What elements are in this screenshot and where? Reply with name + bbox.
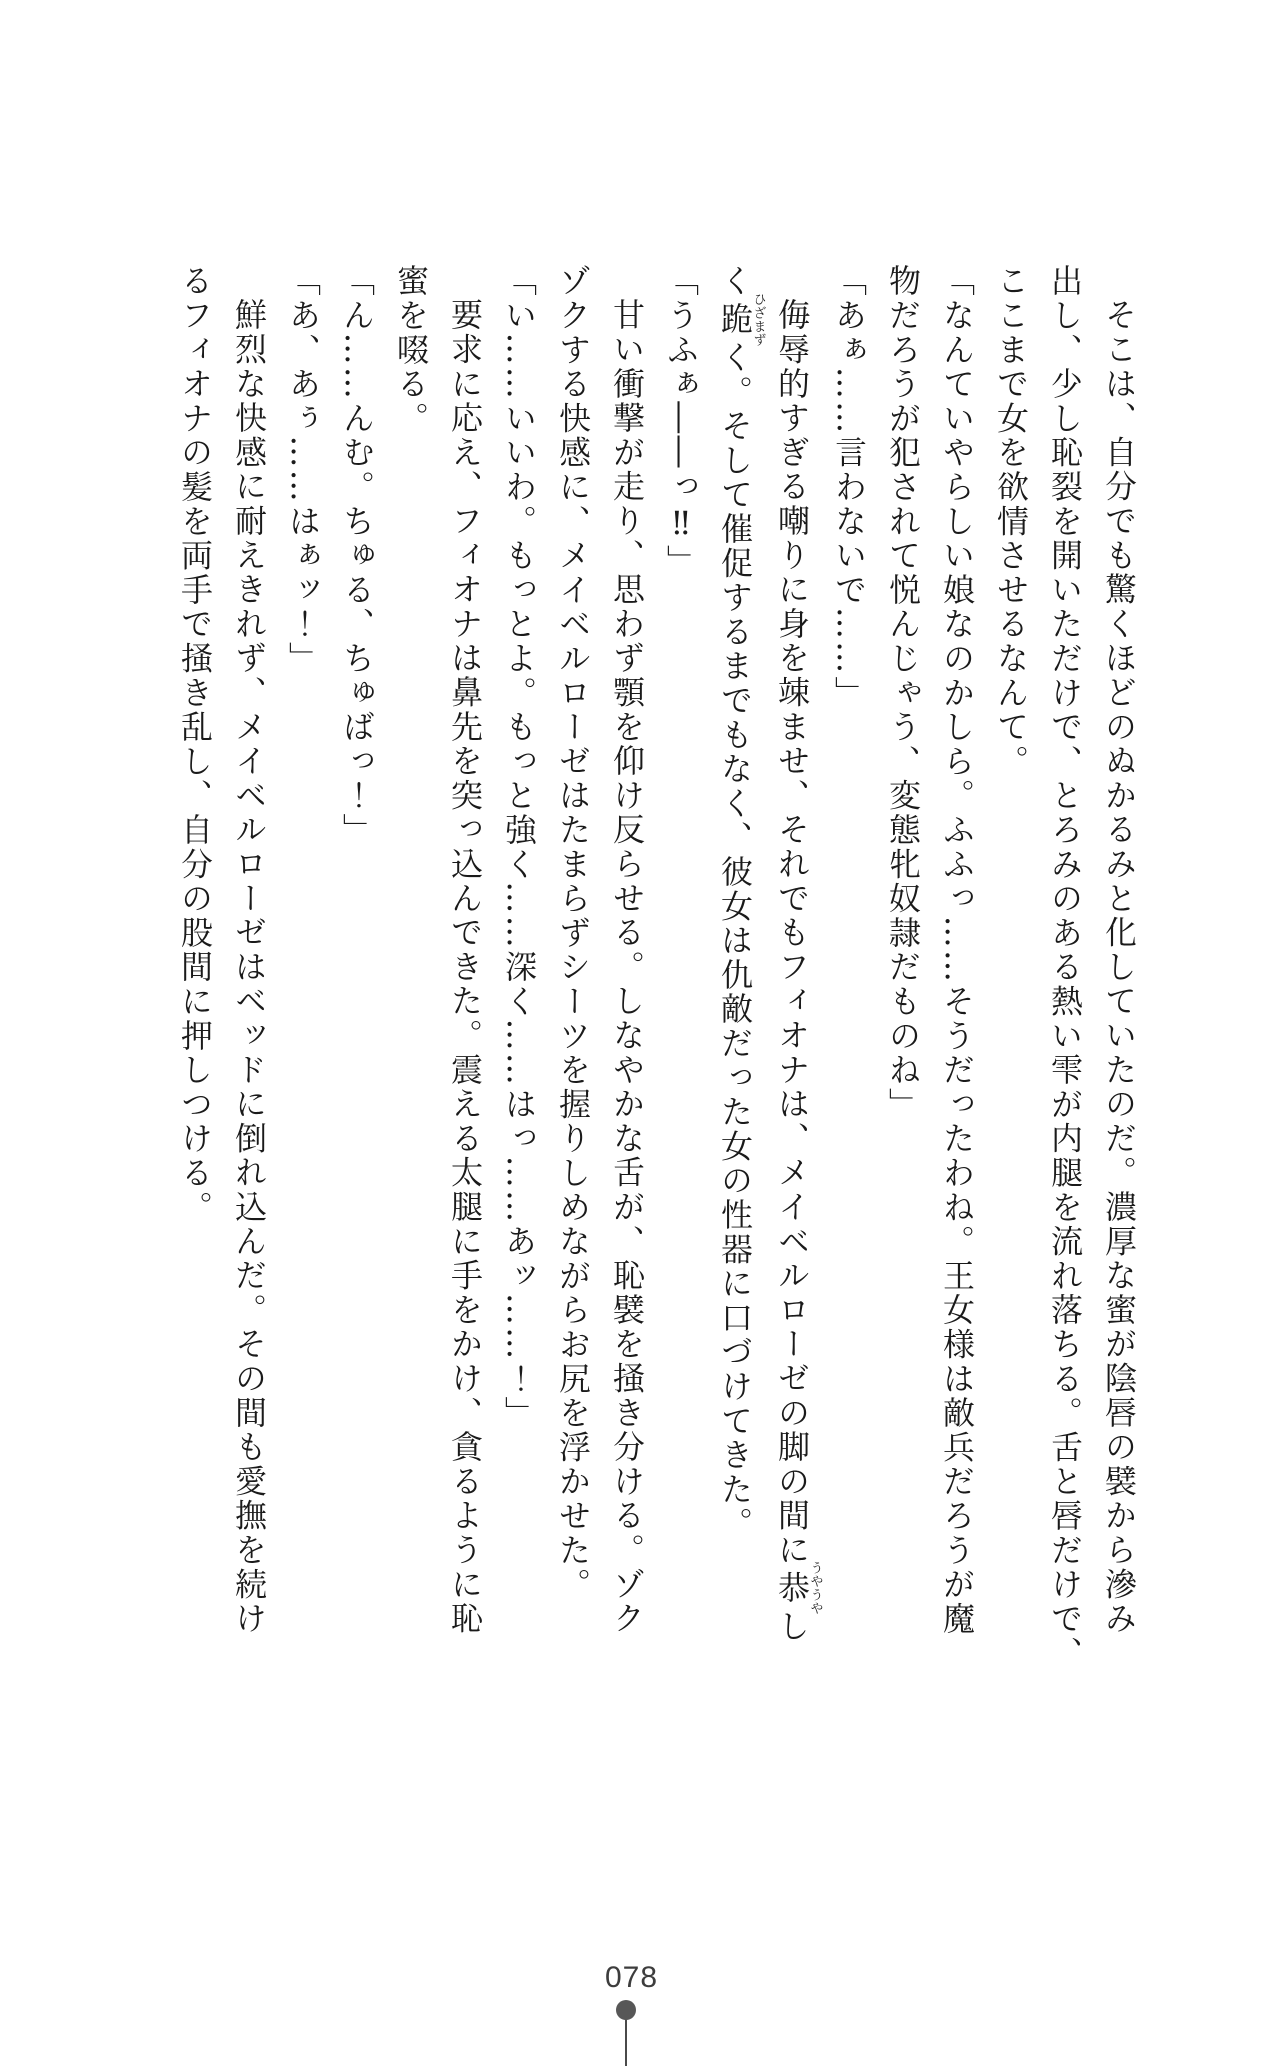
text-column: ゾクする快感に、メイベルローゼはたまらずシーツを握りしめながらお尻を浮かせた。	[554, 264, 592, 1602]
text-column: く跪ひざまずく。そして催促するまでもなく、彼女は仇敵だった女の性器に口づけてきた。	[716, 264, 766, 1541]
text-column: 侮辱的すぎる嘲りに身を竦ませ、それでもフィオナは、メイベルローゼの脚の間に恭うやうやし	[773, 298, 823, 1644]
text-column: 「うふぁ――っ‼」	[662, 264, 700, 579]
text-column: 要求に応え、フィオナは鼻先を突っ込んできた。震える太腿に手をかけ、貪るように恥	[446, 298, 484, 1636]
furigana-annotated-text: 恭うやうや	[773, 1561, 823, 1616]
text-column: 甘い衝撃が走り、思わず顎を仰け反らせる。しなやかな舌が、恥襞を掻き分ける。ゾク	[608, 298, 646, 1636]
footer-dot-ornament	[616, 2000, 636, 2020]
text-column: 蜜を啜る。	[392, 264, 430, 436]
page-number: 078	[604, 1961, 659, 1994]
text-column: 「なんていやらしい娘なのかしら。ふふっ……そうだったわね。王女様は敵兵だろうが魔	[938, 264, 976, 1636]
text-column: 物だろうが犯されて悦んじゃう、変態牝奴隷だものね」	[884, 264, 922, 1122]
text-column: 「ん……んむ。ちゅる、ちゅばっ！」	[338, 264, 376, 848]
text-column: 鮮烈な快感に耐えきれず、メイベルローゼはベッドに倒れ込んだ。その間も愛撫を続け	[230, 298, 268, 1636]
text-column: 「あ、あぅ……はぁッ！」	[284, 264, 322, 676]
text-column: 「あぁ……言わないで……」	[830, 264, 868, 710]
text-column: そこは、自分でも驚くほどのぬかるみと化していたのだ。濃厚な蜜が陰唇の襞から滲み	[1100, 298, 1138, 1636]
text-column: るフィオナの髪を両手で掻き乱し、自分の股間に押しつける。	[176, 264, 214, 1225]
body-text	[168, 264, 1146, 1671]
furigana-annotated-text: 跪ひざまず	[716, 292, 766, 347]
text-column: 「い……いいわ。もっとよ。もっと強く……深く……はっ……あッ……！」	[500, 264, 538, 1431]
text-column: 出し、少し恥裂を開いただけで、とろみのある熱い雫が内腿を流れ落ちる。舌と唇だけで、	[1046, 264, 1084, 1671]
text-column: ここまで女を欲情させるなんて。	[992, 264, 1030, 779]
